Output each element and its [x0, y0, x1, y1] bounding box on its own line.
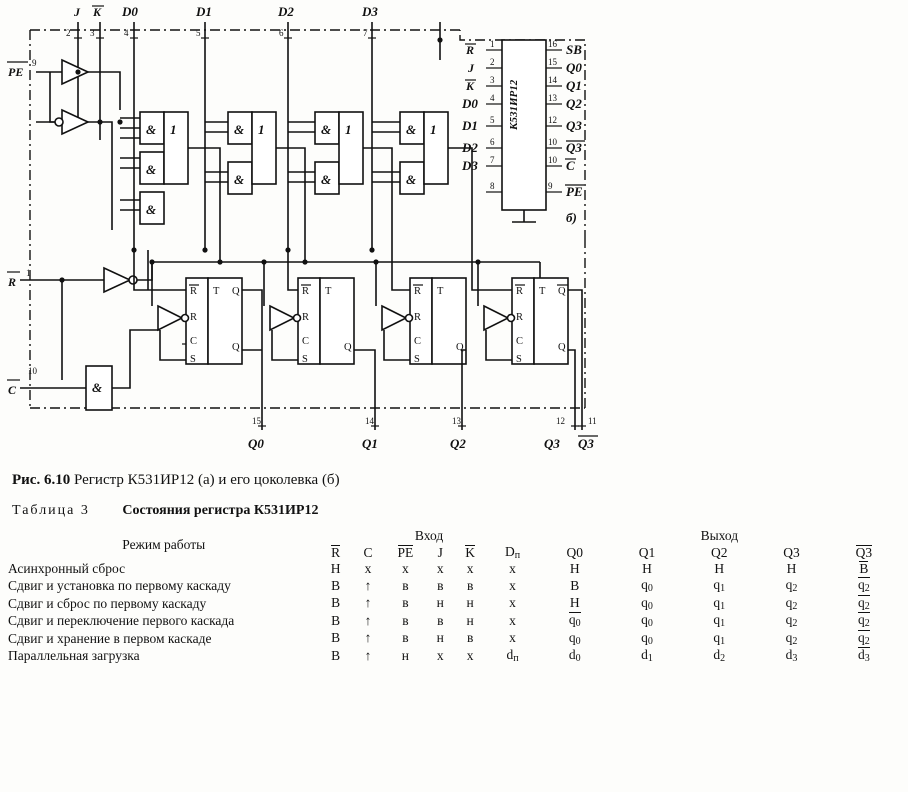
- cell-output-Q0: Н: [569, 561, 580, 576]
- cell-output-Q3: $q_2$: [785, 629, 798, 647]
- cell-output-Q0: В: [570, 577, 580, 593]
- svg-text:Q3: Q3: [578, 436, 594, 451]
- cell-input-R̄: В: [331, 647, 341, 663]
- svg-text:9: 9: [548, 181, 553, 191]
- svg-text:&: &: [406, 122, 417, 137]
- svg-text:Q2: Q2: [566, 96, 582, 111]
- table-body: [8, 561, 900, 665]
- row-mode-label: Сдвиг и сброс по первому каскаду: [8, 595, 207, 611]
- cell-output-Q1: Н: [642, 561, 652, 576]
- cell-output-Q1: $q_0$: [641, 612, 653, 630]
- svg-text:4: 4: [490, 93, 495, 103]
- table-row: [8, 595, 900, 613]
- cell-input-Dп: х: [509, 561, 516, 576]
- svg-text:J: J: [74, 5, 80, 19]
- svg-text:5: 5: [490, 115, 495, 125]
- svg-text:12: 12: [556, 416, 565, 426]
- cell-input-Dп: х: [509, 577, 516, 593]
- cell-output-Q3: $d_3$: [785, 647, 798, 665]
- cell-input-P̄E: в: [402, 630, 409, 646]
- cell-output-Q1: $d_1$: [641, 647, 653, 665]
- svg-text:3: 3: [490, 75, 495, 85]
- svg-text:15: 15: [548, 57, 557, 67]
- svg-text:Q2: Q2: [450, 436, 466, 451]
- cell-output-Q̄3: $q_2$: [857, 594, 870, 612]
- cell-output-Q0: $q_0$: [568, 629, 581, 647]
- svg-text:K: K: [466, 79, 475, 93]
- svg-text:S: S: [516, 354, 522, 365]
- svg-text:3: 3: [90, 28, 95, 38]
- figure-caption-number: Рис. 6.10: [12, 472, 71, 488]
- cell-output-Q0: $q_0$: [568, 612, 581, 629]
- header-out-q1: Q1: [638, 544, 656, 560]
- header-out-q2: Q2: [711, 544, 728, 560]
- svg-text:S: S: [190, 354, 196, 365]
- cell-output-Q2: $q_1$: [713, 629, 726, 647]
- svg-text:R: R: [8, 275, 17, 289]
- svg-text:R: R: [466, 43, 475, 57]
- svg-text:D2: D2: [462, 140, 478, 155]
- header-in-c: C: [363, 544, 373, 560]
- header-mode: Режим работы: [122, 536, 206, 552]
- svg-text:б): б): [566, 210, 577, 225]
- svg-text:&: &: [146, 162, 157, 177]
- svg-text:Q1: Q1: [362, 436, 378, 451]
- cell-input-C: ↑: [364, 577, 372, 593]
- svg-text:12: 12: [548, 115, 557, 125]
- cell-input-R̄: Н: [330, 561, 341, 576]
- header-in-dn: $D_п$: [504, 544, 521, 561]
- cell-output-Q1: $q_0$: [641, 629, 653, 647]
- table-row: [8, 647, 900, 665]
- svg-text:Q0: Q0: [566, 60, 582, 75]
- cell-input-C: х: [364, 561, 372, 576]
- svg-text:D1: D1: [462, 118, 478, 133]
- row-mode-label: Сдвиг и хранение в первом каскаде: [8, 630, 212, 646]
- header-out-q0: Q0: [566, 544, 584, 560]
- svg-text:D0: D0: [122, 4, 138, 19]
- cell-output-Q̄3: $q_2$: [857, 577, 870, 594]
- table-row: [8, 577, 900, 595]
- cell-input-R̄: В: [331, 577, 341, 593]
- header-in-pe: PE: [397, 544, 414, 560]
- svg-text:1: 1: [345, 122, 352, 137]
- svg-text:PE: PE: [566, 184, 583, 199]
- svg-text:T: T: [437, 286, 444, 297]
- svg-text:D3: D3: [362, 4, 378, 19]
- svg-text:11: 11: [588, 416, 597, 426]
- svg-text:Q: Q: [558, 286, 566, 297]
- svg-text:2: 2: [490, 57, 495, 67]
- svg-text:R: R: [414, 286, 422, 297]
- svg-text:R: R: [516, 312, 524, 323]
- table-caption-title: Состояния регистра К531ИР12: [122, 503, 319, 518]
- header-group-output: Выход: [700, 528, 739, 543]
- cell-input-K̄: н: [466, 612, 474, 628]
- svg-text:T: T: [213, 286, 220, 297]
- svg-text:2: 2: [66, 28, 71, 38]
- svg-text:Q3: Q3: [566, 118, 582, 133]
- svg-text:14: 14: [365, 416, 374, 426]
- row-mode-label: Сдвиг и установка по первому каскаду: [8, 578, 231, 594]
- states-table: [8, 528, 900, 665]
- table-head: [8, 528, 900, 561]
- svg-text:T: T: [325, 286, 332, 297]
- cell-input-K̄: х: [466, 647, 474, 663]
- svg-text:4: 4: [124, 28, 129, 38]
- cell-input-K̄: н: [466, 595, 474, 611]
- svg-text:К531ИР12: К531ИР12: [508, 79, 520, 130]
- cell-input-P̄E: в: [402, 577, 409, 593]
- svg-text:C: C: [566, 158, 575, 173]
- svg-text:10: 10: [548, 137, 557, 147]
- svg-text:Q3: Q3: [544, 436, 560, 451]
- svg-text:1: 1: [430, 122, 437, 137]
- svg-text:T: T: [539, 286, 546, 297]
- row-mode-label: Сдвиг и переключение первого каскада: [8, 613, 235, 629]
- cell-input-P̄E: н: [401, 647, 409, 663]
- cell-input-K̄: в: [466, 577, 474, 593]
- cell-output-Q1: $q_0$: [641, 594, 653, 612]
- svg-text:1: 1: [170, 122, 177, 137]
- header-group-input: Вход: [414, 528, 444, 543]
- svg-text:SB: SB: [566, 42, 582, 57]
- svg-text:1: 1: [26, 268, 31, 278]
- cell-output-Q2: $d_2$: [713, 647, 726, 665]
- cell-input-R̄: В: [331, 630, 341, 646]
- svg-text:9: 9: [32, 58, 37, 68]
- svg-text:&: &: [146, 202, 157, 217]
- svg-text:C: C: [516, 336, 524, 347]
- svg-text:&: &: [321, 172, 332, 187]
- svg-text:Q: Q: [456, 342, 464, 353]
- cell-output-Q̄3: $d_3$: [857, 647, 870, 664]
- cell-input-Dп: $d_п$: [506, 647, 519, 665]
- table-row: [8, 630, 900, 648]
- cell-output-Q2: Н: [714, 561, 725, 576]
- svg-text:R: R: [302, 286, 310, 297]
- cell-input-K̄: х: [466, 561, 474, 576]
- svg-text:1: 1: [258, 122, 265, 137]
- svg-text:R: R: [302, 312, 310, 323]
- svg-text:7: 7: [363, 28, 368, 38]
- cell-input-P̄E: х: [402, 561, 409, 576]
- svg-text:S: S: [302, 354, 308, 365]
- cell-output-Q3: Н: [786, 561, 797, 576]
- header-in-r: R: [331, 544, 341, 560]
- cell-output-Q0: Н: [569, 595, 580, 611]
- cell-input-C: ↑: [364, 647, 372, 663]
- svg-text:10: 10: [28, 366, 37, 376]
- svg-text:Q1: Q1: [566, 78, 582, 93]
- cell-input-P̄E: в: [402, 612, 409, 628]
- header-in-j: J: [437, 544, 443, 560]
- cell-input-C: ↑: [364, 595, 372, 611]
- svg-text:D2: D2: [278, 4, 294, 19]
- svg-text:&: &: [92, 380, 103, 395]
- svg-text:Q: Q: [232, 342, 240, 353]
- cell-output-Q2: $q_1$: [713, 594, 726, 612]
- svg-text:&: &: [234, 122, 245, 137]
- cell-input-C: ↑: [364, 630, 372, 646]
- svg-text:15: 15: [252, 416, 261, 426]
- table-caption: [12, 503, 319, 519]
- cell-input-R̄: В: [331, 612, 341, 628]
- table-head-group-row: [8, 528, 900, 544]
- cell-input-J: н: [436, 630, 444, 646]
- svg-text:R: R: [414, 312, 422, 323]
- cell-output-Q3: $q_2$: [785, 577, 798, 595]
- svg-text:PE: PE: [8, 65, 24, 79]
- svg-text:5: 5: [196, 28, 201, 38]
- svg-text:&: &: [321, 122, 332, 137]
- header-out-q3bar: Q3: [855, 544, 873, 560]
- cell-output-Q3: $q_2$: [785, 612, 798, 630]
- table-row: [8, 612, 900, 630]
- cell-input-J: в: [437, 612, 444, 628]
- svg-text:6: 6: [490, 137, 495, 147]
- cell-input-R̄: В: [331, 595, 341, 611]
- svg-text:Q: Q: [232, 286, 240, 297]
- svg-text:14: 14: [548, 75, 557, 85]
- cell-input-Dп: х: [509, 612, 516, 628]
- svg-text:Q: Q: [558, 342, 566, 353]
- cell-input-J: в: [437, 577, 444, 593]
- cell-input-J: х: [436, 561, 444, 576]
- header-out-q3: Q3: [783, 544, 800, 560]
- svg-text:R: R: [516, 286, 524, 297]
- figure-caption-text: Регистр К531ИР12 (а) и его цоколевка (б): [73, 472, 340, 488]
- svg-text:Q0: Q0: [248, 436, 264, 451]
- svg-text:8: 8: [490, 181, 495, 191]
- cell-input-Dп: х: [509, 595, 516, 611]
- svg-text:7: 7: [490, 155, 495, 165]
- cell-input-J: х: [436, 647, 444, 663]
- svg-text:1: 1: [490, 39, 495, 49]
- cell-output-Q̄3: $q_2$: [857, 629, 870, 647]
- svg-text:C: C: [190, 336, 198, 347]
- cell-input-Dп: х: [509, 630, 516, 646]
- svg-text:13: 13: [548, 93, 557, 103]
- svg-text:J: J: [468, 61, 474, 75]
- svg-text:C: C: [8, 383, 17, 397]
- svg-text:K: K: [93, 5, 102, 19]
- svg-text:13: 13: [452, 416, 461, 426]
- cell-output-Q3: $q_2$: [785, 594, 798, 612]
- cell-input-K̄: в: [466, 630, 474, 646]
- cell-output-Q̄3: $q_2$: [857, 612, 870, 629]
- cell-output-Q̄3: В: [859, 561, 869, 576]
- svg-text:Q: Q: [344, 342, 352, 353]
- row-mode-label: Параллельная загрузка: [8, 648, 140, 664]
- svg-text:D3: D3: [462, 158, 478, 173]
- cell-input-P̄E: в: [402, 595, 409, 611]
- svg-text:&: &: [146, 122, 157, 137]
- cell-input-C: ↑: [364, 612, 372, 628]
- svg-text:C: C: [302, 336, 310, 347]
- svg-text:D0: D0: [462, 96, 478, 111]
- svg-text:16: 16: [548, 39, 557, 49]
- row-mode-label: Асинхронный сброс: [8, 561, 126, 577]
- table-row: [8, 561, 900, 577]
- svg-text:&: &: [234, 172, 245, 187]
- cell-input-J: н: [436, 595, 444, 611]
- header-in-k: K: [465, 544, 476, 560]
- table-caption-label: Таблица 3: [12, 503, 90, 518]
- svg-text:6: 6: [279, 28, 284, 38]
- cell-output-Q2: $q_1$: [713, 612, 726, 630]
- cell-output-Q0: $d_0$: [568, 647, 581, 665]
- svg-text:Q3: Q3: [566, 140, 582, 155]
- svg-text:S: S: [414, 354, 420, 365]
- svg-text:&: &: [406, 172, 417, 187]
- cell-output-Q2: $q_1$: [713, 577, 726, 595]
- figure-caption: [12, 472, 340, 489]
- svg-text:D1: D1: [196, 4, 212, 19]
- svg-text:10: 10: [548, 155, 557, 165]
- svg-text:R: R: [190, 286, 198, 297]
- cell-output-Q1: $q_0$: [641, 577, 653, 595]
- svg-text:R: R: [190, 312, 198, 323]
- svg-text:C: C: [414, 336, 422, 347]
